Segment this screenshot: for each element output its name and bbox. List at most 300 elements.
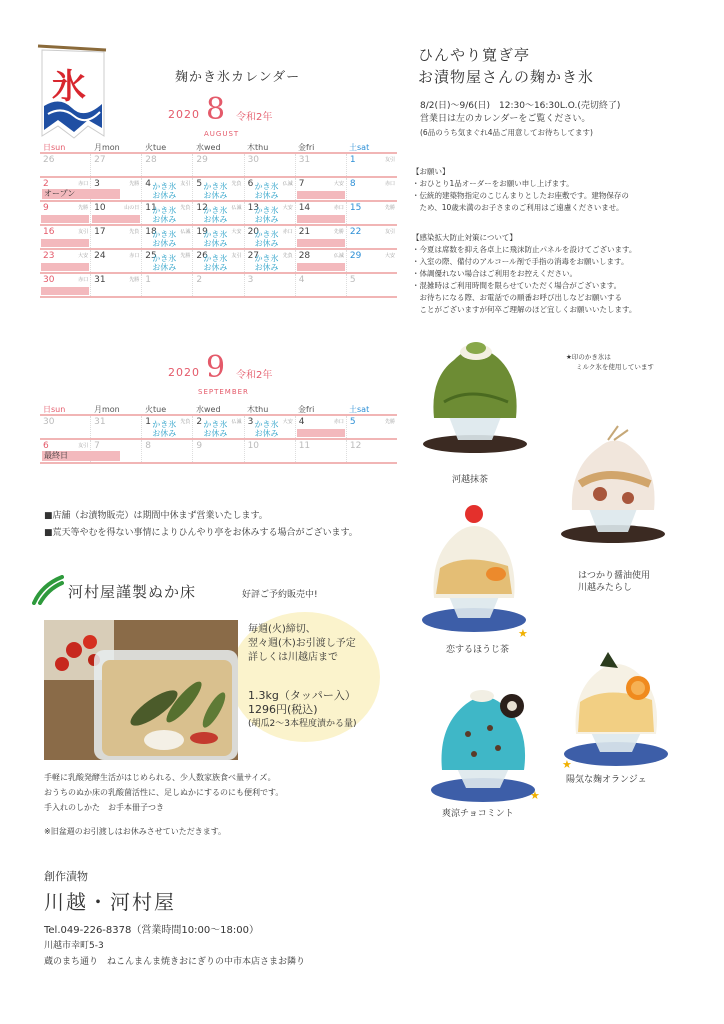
day-number: 10 [247,441,260,451]
day-number: 6 [247,179,254,189]
rokuyo-tag: 先勝 [384,205,395,211]
day-number: 12 [349,441,362,451]
calendar-day [296,154,347,176]
day-number: 15 [349,203,362,213]
closed-line: かき氷 [254,182,279,191]
day-number: 16 [43,227,55,237]
day-number: 13 [247,203,260,213]
rokuyo-tag: 先勝 [78,205,89,211]
kakigori-closed [152,182,176,200]
nuka-desc-line: おうちのぬか床の乳酸菌活性に、足しぬかにするのにも便利です。 [44,788,284,797]
day-number: 12 [196,203,208,213]
rokuyo-tag: 先負 [129,229,140,235]
kakigori-closed [255,254,279,272]
calendar-notes [44,508,358,542]
rokuyo-tag: 大安 [282,419,293,425]
closed-line: かき氷 [152,182,177,191]
rokuyo-tag: 赤口 [78,181,89,187]
september-year: 2020 [168,366,200,379]
closed-line: お休み [152,263,177,272]
nuka-price: 1296円(税込) [248,703,318,716]
rokuyo-tag: 友引 [384,229,395,235]
calendar-week [40,274,397,298]
closed-line: お休み [152,429,177,438]
day-number: 4 [298,275,305,285]
dessert-houjicha-image [418,502,530,640]
star-note [566,352,654,372]
nuka-description [44,770,283,815]
day-number: 11 [145,203,157,213]
day-header: 月mon [94,405,120,414]
open-day-bar [41,215,89,223]
right-title [418,44,594,88]
day-number: 5 [196,179,203,189]
calendar-day [91,226,142,248]
hours-line: 営業日は左のカレンダーをご覧ください。 [420,114,591,124]
calendar-day [193,202,244,224]
covid-line: ・入室の際、備付のアルコール剤で手指の消毒をお願いします。 [412,257,629,266]
nuka-subtitle: 好評ご予約販売中! [242,590,318,600]
open-day-bar [297,191,345,199]
rokuyo-tag: 赤口 [78,277,89,283]
calendar-day [142,250,193,272]
dessert-label-line: はつかり醤油使用 [578,571,651,581]
calendar-day [245,274,296,296]
calendar-day [347,250,397,272]
calendar-day [40,274,91,296]
calendar-note: ■荒天等やむを得ない事情によりひんやり亭をお休みする場合がございます。 [44,528,358,538]
calendar-day [193,416,244,438]
calendar-day [347,274,397,296]
day-number: 31 [298,155,311,165]
day-number: 27 [247,251,260,261]
calendar-week [40,202,397,226]
calendar-day [142,178,193,200]
day-number: 3 [247,275,254,285]
calendar-day [193,250,244,272]
day-number: 14 [298,203,311,213]
rokuyo-tag: 大安 [333,181,344,187]
calendar-day [245,202,296,224]
calendar-day [91,202,142,224]
closed-line: お休み [152,191,177,200]
day-number: 6 [43,441,49,451]
closed-line: かき氷 [203,206,228,215]
calendar-day [347,226,397,248]
september-month: 9 [206,350,226,385]
day-number: 4 [145,179,152,189]
rokuyo-tag: 友引 [180,181,191,187]
august-calendar [40,142,397,298]
nuka-price-note: (胡瓜2〜3本程度漬かる量) [248,719,357,729]
rokuyo-tag: 仏滅 [231,419,242,425]
day-number: 2 [196,417,203,427]
covid-block [412,232,712,316]
calendar-day [245,226,296,248]
nuka-desc-line: 手軽に乳酸発酵生活がはじめられる、少人数家族食べ量サイズ。 [44,773,276,782]
calendar-day [142,154,193,176]
dessert-label: 陽気な麹オランジェ [566,775,647,785]
day-number: 31 [94,417,106,427]
milk-star-icon: ★ [530,789,540,802]
kakigori-closed [255,420,279,438]
day-number: 1 [145,275,152,285]
rokuyo-tag: 赤口 [129,253,140,259]
rokuyo-tag: 仏滅 [231,205,242,211]
kakigori-closed [255,230,279,248]
september-header [0,350,400,396]
dessert-orange-image [560,640,672,772]
calendar-day [40,178,91,200]
calendar-week [40,178,397,202]
day-number: 30 [43,275,55,285]
calendar-day [40,226,91,248]
shop-tel: Tel.049-226-8378（営業時間10:00〜18:00） [44,925,259,936]
dessert-label [578,570,650,594]
calendar-day [347,178,397,200]
event-label: オープン [42,189,120,199]
calendar-day [91,416,142,438]
shop-category: 創作漬物 [44,870,88,883]
day-header: 木thu [247,405,269,414]
calendar-title: 麹かき氷カレンダー [175,70,301,85]
rokuyo-tag: 先負 [282,253,293,259]
milk-star-icon: ★ [562,758,572,771]
request-block [412,166,712,214]
svg-text:氷: 氷 [52,67,86,107]
calendar-day [296,416,347,438]
day-header: 火tue [145,405,167,414]
rokuyo-tag: 赤口 [333,419,344,425]
covid-line: お待ちになる際、お電話での順番お呼び出しなどお願いする [412,293,622,302]
calendar-day [193,226,244,248]
kakigori-closed [152,254,176,272]
rokuyo-tag: 仏滅 [333,253,344,259]
day-number: 26 [196,251,208,261]
shop-address: 川越市幸町5-3 [44,941,104,951]
closed-line: お休み [254,429,279,438]
day-number: 19 [196,227,208,237]
calendar-day [91,250,142,272]
day-number: 1 [145,417,152,427]
calendar-day [193,178,244,200]
day-header: 火tue [145,143,167,152]
closed-line: かき氷 [152,206,177,215]
day-number: 8 [145,441,152,451]
day-number: 20 [247,227,260,237]
closed-line: お休み [203,191,228,200]
rokuyo-tag: 先負 [180,419,191,425]
day-header: 日sun [43,143,66,152]
day-number: 28 [298,251,311,261]
day-number: 4 [298,417,305,427]
calendar-day [347,440,397,462]
calendar-day [40,250,91,272]
request-head: 【お願い】 [412,167,450,176]
day-number: 30 [247,155,260,165]
calendar-day [142,274,193,296]
day-header: 月mon [94,143,120,152]
closed-line: お休み [254,239,279,248]
calendar-note: ■店舗（お漬物販売）は期間中休まず営業いたします。 [44,511,268,521]
rokuyo-tag: 先勝 [333,229,344,235]
rokuyo-tag: 先勝 [129,277,140,283]
open-day-bar [297,239,345,247]
day-number: 3 [247,417,254,427]
day-number: 31 [94,275,106,285]
shop-info [44,868,305,967]
day-header-row [40,404,397,416]
calendar-day [91,274,142,296]
calendar-day [296,440,347,462]
calendar-day [245,154,296,176]
calendar-day [347,154,397,176]
request-line: ・おひとり1品オーダーをお願い申し上げます。 [412,179,574,188]
request-line: ・伝統的建築物指定のこじんまりとしたお座敷です。建物保存の [412,191,629,200]
rokuyo-tag: 先負 [231,181,242,187]
dessert-label-line: 川越みたらし [578,583,633,593]
rokuyo-tag: 友引 [78,443,89,449]
kakigori-closed [203,206,227,224]
nuka-photo [44,620,238,760]
leaf-icon [32,575,64,605]
closed-line: お休み [254,191,279,200]
kakigori-closed [203,230,227,248]
rokuyo-tag: 仏滅 [282,181,293,187]
closed-line: お休み [203,239,228,248]
rokuyo-tag: 大安 [282,205,293,211]
closed-line: かき氷 [203,420,228,429]
closed-line: お休み [152,239,177,248]
day-number: 7 [94,441,100,451]
kakigori-closed [152,420,176,438]
nuka-title: 河村屋謹製ぬか床 [68,583,197,601]
calendar-day [296,202,347,224]
closed-line: お休み [203,429,228,438]
dessert-matcha-image [420,332,530,460]
dessert-mitarashi-image [558,422,668,552]
calendar-day [142,416,193,438]
dessert-chocomint-image [428,670,538,808]
day-header: 水wed [196,405,221,414]
day-number: 22 [349,227,362,237]
covid-line: ことがございますが何卒ご理解のほど宜しくお願いいたします。 [412,305,637,314]
open-day-bar [41,239,89,247]
rokuyo-tag: 赤口 [333,205,344,211]
rokuyo-tag: 赤口 [384,181,395,187]
day-number: 27 [94,155,106,165]
star-note-line: ★印のかき氷は [566,353,611,361]
calendar-day [91,154,142,176]
day-number: 25 [145,251,157,261]
dessert-label: 河越抹茶 [452,475,489,485]
covid-head: 【感染拡大防止対策について】 [412,233,517,242]
kakigori-closed [152,230,176,248]
day-header: 金fri [298,143,315,152]
rokuyo-tag: 赤口 [282,229,293,235]
august-reiwa: 令和2年 [236,112,273,123]
august-month: 8 [206,92,226,127]
day-number: 3 [94,179,100,189]
september-en: SEPTEMBER [198,388,249,396]
closed-line: お休み [254,215,279,224]
nuka-info-line: 毎週(火)締切、 [248,624,316,635]
calendar-day [40,202,91,224]
nuka-note: ※旧盆週のお引渡しはお休みさせていただきます。 [44,827,227,836]
rokuyo-tag: 先勝 [180,253,191,259]
rokuyo-tag: 友引 [78,229,89,235]
dessert-label: 爽涼チョコミント [442,809,514,819]
rokuyo-tag: 大安 [231,229,242,235]
day-number: 9 [43,203,49,213]
day-number: 10 [94,203,106,213]
event-label: 最終日 [42,451,120,461]
day-number: 8 [349,179,356,189]
calendar-day [296,250,347,272]
open-day-bar [297,215,345,223]
rokuyo-tag: 先勝 [384,419,395,425]
day-number: 17 [94,227,106,237]
nuka-section-title [32,575,318,609]
calendar-day [142,226,193,248]
nuka-desc-line: 手入れのしかた お手本冊子つき [44,803,164,812]
calendar-week [40,416,397,440]
rokuyo-tag: 先負 [180,205,191,211]
day-number: 18 [145,227,157,237]
covid-line: ・混雑時はご利用時間を限らせていただく場合がございます。 [412,281,622,290]
covid-line: ・体調優れない場合はご利用をお控えください。 [412,269,577,278]
closed-line: かき氷 [152,230,177,239]
day-number: 26 [43,155,55,165]
open-day-bar [41,263,89,271]
calendar-day [142,202,193,224]
september-calendar [40,404,397,464]
right-title-line: お漬物屋さんの麹かき氷 [418,68,595,86]
closed-line: お休み [152,215,177,224]
rokuyo-tag: 山の日 [124,205,140,211]
shop-name: 川越・河村屋 [44,890,176,914]
day-header: 金fri [298,405,315,414]
kakigori-closed [255,182,279,200]
calendar-day [296,274,347,296]
dessert-label: 恋するほうじ茶 [446,645,510,655]
calendar-day [245,416,296,438]
day-number: 29 [349,251,362,261]
calendar-day [296,226,347,248]
day-header: 土sat [349,405,370,414]
calendar-day [347,202,397,224]
nuka-info-line: 翌々週(木)お引渡し予定 [248,638,356,649]
calendar-day [296,178,347,200]
star-note-line: ミルク氷を使用しています [576,363,654,371]
rokuyo-tag: 仏滅 [180,229,191,235]
kakigori-closed [152,206,176,224]
day-number: 9 [196,441,203,451]
day-number: 24 [94,251,106,261]
calendar-day [193,440,244,462]
calendar-day [142,440,193,462]
calendar-week [40,440,397,464]
open-day-bar [92,215,140,223]
closed-line: お休み [254,263,279,272]
request-line: ため、10歳未満のお子さまのご利用はご遠慮くださいませ。 [412,203,624,212]
day-number: 2 [43,179,49,189]
rokuyo-tag: 大安 [78,253,89,259]
rokuyo-tag: 先勝 [129,181,140,187]
day-number: 5 [349,275,356,285]
milk-star-icon: ★ [518,627,528,640]
right-title-line: ひんやり寛ぎ亭 [418,46,531,64]
day-number: 5 [349,417,356,427]
calendar-day [193,274,244,296]
calendar-week [40,226,397,250]
open-day-bar [297,429,345,437]
august-header [0,92,400,138]
august-en: AUGUST [204,130,240,138]
hours-line: 8/2(日)〜9/6(日) 12:30〜16:30L.O.(売切終了) [420,101,621,111]
closed-line: かき氷 [254,254,279,263]
open-day-bar [41,287,89,295]
closed-line: かき氷 [254,206,279,215]
closed-line: かき氷 [203,182,228,191]
closed-line: かき氷 [203,254,228,263]
hours-line: (6品のうち気まぐれ4品ご用意してお待ちしてます) [420,128,593,137]
day-header: 日sun [43,405,66,414]
september-reiwa: 令和2年 [236,370,273,381]
kakigori-closed [203,420,227,438]
day-number: 29 [196,155,208,165]
day-number: 30 [43,417,55,427]
closed-line: かき氷 [152,420,177,429]
kakigori-closed [203,182,227,200]
open-day-bar [297,263,345,271]
kakigori-closed [203,254,227,272]
kakigori-closed [255,206,279,224]
rokuyo-tag: 友引 [231,253,242,259]
calendar-week [40,154,397,178]
shop-access: 蔵のまち通り ねこんまんま焼きおにぎりの中市本店さまお隣り [44,957,306,967]
calendar-week [40,250,397,274]
day-header-row [40,142,397,154]
calendar-day [193,154,244,176]
nuka-price-size: 1.3kg（タッパー入） [248,689,356,702]
day-header: 土sat [349,143,370,152]
day-number: 23 [43,251,55,261]
closed-line: かき氷 [254,230,279,239]
calendar-day [347,416,397,438]
calendar-day [40,440,91,462]
calendar-day [40,416,91,438]
day-number: 28 [145,155,157,165]
nuka-info-line: 詳しくは川越店まで [248,652,338,663]
covid-line: ・今夏は席数を抑え各卓上に飛沫防止パネルを設けてございます。 [412,245,637,254]
rokuyo-tag: 大安 [384,253,395,259]
day-header: 木thu [247,143,269,152]
day-number: 2 [196,275,203,285]
day-number: 7 [298,179,305,189]
day-number: 11 [298,441,311,451]
calendar-day [245,178,296,200]
calendar-day [40,154,91,176]
calendar-day [245,440,296,462]
opening-hours [420,100,620,139]
closed-line: かき氷 [152,254,177,263]
day-header: 水wed [196,143,221,152]
august-year: 2020 [168,108,200,121]
closed-line: お休み [203,215,228,224]
day-number: 21 [298,227,311,237]
closed-line: かき氷 [203,230,228,239]
